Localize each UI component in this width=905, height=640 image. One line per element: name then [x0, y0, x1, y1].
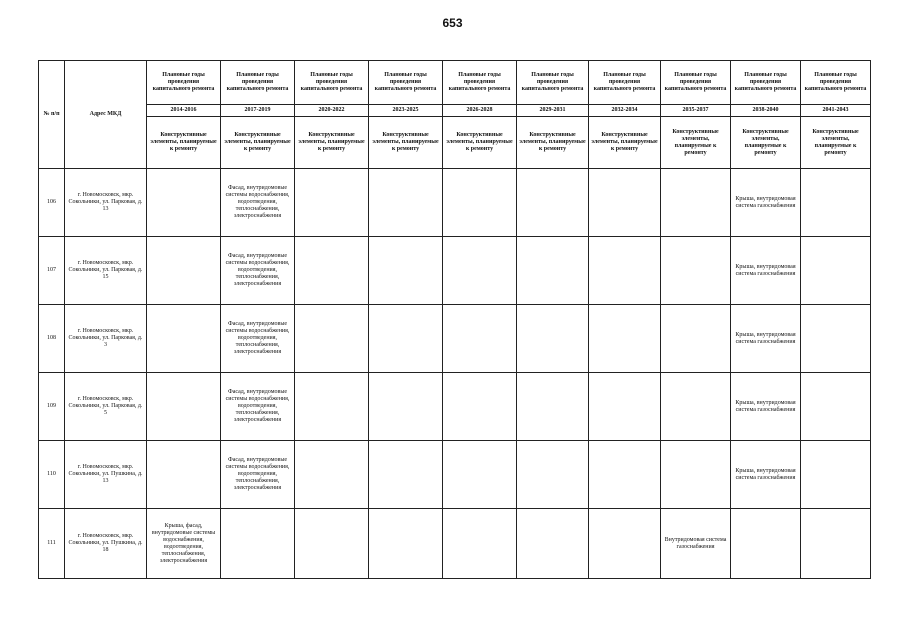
page-number: 653	[442, 16, 463, 30]
repair-cell	[295, 509, 369, 579]
repair-cell: Крыша, внутридомовая система газоснабжения	[731, 237, 801, 305]
row-number: 109	[39, 373, 65, 441]
repair-cell	[369, 441, 443, 509]
elements-header-8: Конструктивные элементы, планируемые к ремонту	[661, 117, 731, 169]
period-5: 2026-2028	[443, 105, 517, 117]
repair-cell: Фасад, внутридомовые системы водоснабжения, водоотведения, теплоснабжения, электроснабжения	[221, 441, 295, 509]
repair-cell	[589, 441, 661, 509]
repair-cell: Крыша, внутридомовая система газоснабжения	[731, 305, 801, 373]
repair-cell	[369, 373, 443, 441]
elements-header-5: Конструктивные элементы, планируемые к ремонту	[443, 117, 517, 169]
period-9: 2038-2040	[731, 105, 801, 117]
table-row	[39, 305, 871, 373]
repair-cell	[661, 373, 731, 441]
repair-cell	[443, 373, 517, 441]
repair-cell	[801, 441, 871, 509]
repair-cell: Фасад, внутридомовые системы водоснабжения, водоотведения, теплоснабжения, электроснабжения	[221, 237, 295, 305]
repair-cell	[369, 169, 443, 237]
repair-cell	[295, 305, 369, 373]
repair-cell: Крыша, внутридомовая система газоснабжения	[731, 373, 801, 441]
period-1: 2014-2016	[147, 105, 221, 117]
plan-header-5: Плановые годы проведения капитального ремонта	[443, 61, 517, 105]
repair-cell: Фасад, внутридомовые системы водоснабжения, водоотведения, теплоснабжения, электроснабжения	[221, 305, 295, 373]
repair-cell	[661, 305, 731, 373]
row-address: г. Новомосковск, мкр. Сокольники, ул. Парковая, д. 13	[65, 169, 147, 237]
repair-cell: Внутридомовая система газоснабжения	[661, 509, 731, 579]
row-number: 108	[39, 305, 65, 373]
repair-cell	[147, 305, 221, 373]
plan-header-10: Плановые годы проведения капитального ремонта	[801, 61, 871, 105]
plan-header-2: Плановые годы проведения капитального ремонта	[221, 61, 295, 105]
row-address: г. Новомосковск, мкр. Сокольники, ул. Пушкина, д. 18	[65, 509, 147, 579]
repair-cell	[661, 237, 731, 305]
repair-cell	[369, 237, 443, 305]
repair-cell	[517, 305, 589, 373]
period-6: 2029-2031	[517, 105, 589, 117]
row-address: г. Новомосковск, мкр. Сокольники, ул. Пушкина, д. 13	[65, 441, 147, 509]
table-row	[39, 441, 871, 509]
repair-cell	[801, 509, 871, 579]
plan-header-9: Плановые годы проведения капитального ремонта	[731, 61, 801, 105]
repair-cell	[443, 169, 517, 237]
repair-cell	[443, 441, 517, 509]
repair-cell	[589, 509, 661, 579]
period-8: 2035-2037	[661, 105, 731, 117]
repair-cell	[589, 169, 661, 237]
repair-cell	[369, 305, 443, 373]
repair-cell	[661, 169, 731, 237]
capital-repair-table	[38, 60, 871, 579]
row-address: г. Новомосковск, мкр. Сокольники, ул. Парковая, д. 5	[65, 373, 147, 441]
elements-header-1: Конструктивные элементы, планируемые к ремонту	[147, 117, 221, 169]
repair-cell	[517, 509, 589, 579]
elements-header-3: Конструктивные элементы, планируемые к ремонту	[295, 117, 369, 169]
plan-header-4: Плановые годы проведения капитального ремонта	[369, 61, 443, 105]
repair-cell	[443, 509, 517, 579]
repair-cell	[147, 441, 221, 509]
elements-header-2: Конструктивные элементы, планируемые к ремонту	[221, 117, 295, 169]
repair-cell	[295, 169, 369, 237]
elements-header-7: Конструктивные элементы, планируемые к ремонту	[589, 117, 661, 169]
num-header: № п/п	[39, 61, 65, 169]
repair-cell	[589, 373, 661, 441]
repair-cell	[731, 509, 801, 579]
repair-cell: Крыша, внутридомовая система газоснабжения	[731, 441, 801, 509]
repair-cell: Крыша, фасад, внутридомовые системы водоснабжения, водоотведения, теплоснабжения, электроснабжения	[147, 509, 221, 579]
row-number: 106	[39, 169, 65, 237]
repair-cell: Фасад, внутридомовые системы водоснабжения, водоотведения, теплоснабжения, электроснабжения	[221, 373, 295, 441]
repair-cell	[147, 237, 221, 305]
plan-header-6: Плановые годы проведения капитального ремонта	[517, 61, 589, 105]
address-header: Адрес МКД	[65, 61, 147, 169]
elements-header-9: Конструктивные элементы, планируемые к ремонту	[731, 117, 801, 169]
plan-header-7: Плановые годы проведения капитального ремонта	[589, 61, 661, 105]
elements-header-6: Конструктивные элементы, планируемые к ремонту	[517, 117, 589, 169]
repair-cell	[517, 373, 589, 441]
repair-cell	[801, 169, 871, 237]
repair-cell: Крыша, внутридомовая система газоснабжения	[731, 169, 801, 237]
repair-cell	[443, 237, 517, 305]
repair-cell	[295, 441, 369, 509]
repair-cell	[221, 509, 295, 579]
repair-cell	[801, 305, 871, 373]
repair-cell	[147, 373, 221, 441]
table-row	[39, 373, 871, 441]
repair-cell	[443, 305, 517, 373]
period-7: 2032-2034	[589, 105, 661, 117]
repair-cell	[517, 169, 589, 237]
period-4: 2023-2025	[369, 105, 443, 117]
repair-cell	[517, 441, 589, 509]
period-3: 2020-2022	[295, 105, 369, 117]
repair-cell	[295, 237, 369, 305]
repair-cell	[801, 237, 871, 305]
elements-header-10: Конструктивные элементы, планируемые к ремонту	[801, 117, 871, 169]
elements-header-4: Конструктивные элементы, планируемые к ремонту	[369, 117, 443, 169]
row-address: г. Новомосковск, мкр. Сокольники, ул. Парковая, д. 15	[65, 237, 147, 305]
row-number: 110	[39, 441, 65, 509]
repair-cell	[801, 373, 871, 441]
plan-header-3: Плановые годы проведения капитального ремонта	[295, 61, 369, 105]
table-row	[39, 509, 871, 579]
repair-cell	[589, 237, 661, 305]
row-number: 107	[39, 237, 65, 305]
table-row	[39, 169, 871, 237]
plan-header-1: Плановые годы проведения капитального ремонта	[147, 61, 221, 105]
repair-cell	[661, 441, 731, 509]
repair-cell	[369, 509, 443, 579]
repair-cell	[517, 237, 589, 305]
table-row	[39, 237, 871, 305]
period-2: 2017-2019	[221, 105, 295, 117]
row-number: 111	[39, 509, 65, 579]
period-10: 2041-2043	[801, 105, 871, 117]
plan-header-8: Плановые годы проведения капитального ремонта	[661, 61, 731, 105]
repair-cell	[147, 169, 221, 237]
repair-cell	[295, 373, 369, 441]
repair-cell: Фасад, внутридомовые системы водоснабжения, водоотведения, теплоснабжения, электроснабжения	[221, 169, 295, 237]
repair-cell	[589, 305, 661, 373]
row-address: г. Новомосковск, мкр. Сокольники, ул. Парковая, д. 3	[65, 305, 147, 373]
